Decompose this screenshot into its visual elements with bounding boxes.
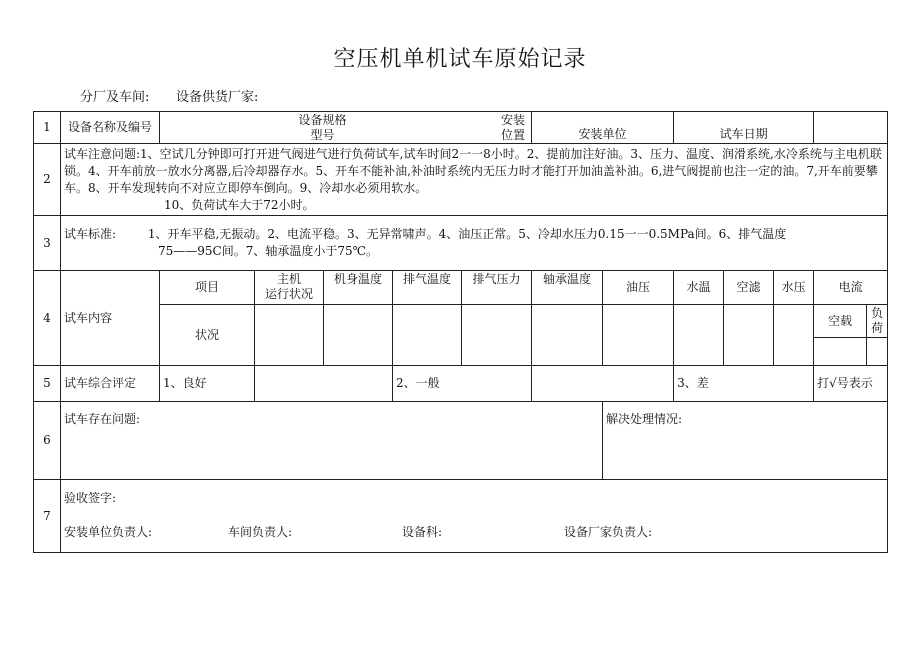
cell-good-mark[interactable] [255, 366, 393, 402]
notes-cell [61, 144, 888, 216]
col-main-line2: 运行状况 [264, 287, 313, 301]
workshop-person-label: 车间负责人: [228, 525, 293, 539]
notes-text: 1、空试几分钟即可打开进气阀进气进行负荷试车,试车时间2一一8小时。2、提前加注好油。3、压力、温度、润滑系统,水冷系统与主电机联锁。4、开车前放一放水分离器,后冷却器存水。5、开车不能补油,补油时系统内无压力时才能打开加油盖补油。6,进气阀提前也注一定的油。7,开车前要攀车。8、开车发现转向不对应立即停车倒向。9、冷却水必须用软水。 [64, 147, 882, 195]
mark-note: 打√号表示 [814, 366, 888, 402]
cell-no-load[interactable] [814, 338, 867, 366]
row-3 [34, 216, 888, 271]
row-1 [34, 112, 888, 144]
test-date-cell [674, 112, 814, 144]
row-7 [34, 480, 888, 553]
spec-label-2: 型号 [310, 127, 335, 142]
cell-exhaust-pressure[interactable] [462, 305, 532, 366]
cell-oil-pressure[interactable] [603, 305, 674, 366]
equip-dept-label: 设备科: [402, 525, 443, 539]
col-main-status [255, 271, 324, 305]
location-label-2: 位置 [501, 127, 526, 142]
row-4-header [34, 271, 888, 305]
spec-cell [160, 112, 532, 144]
option-poor[interactable]: 3、差 [674, 366, 814, 402]
col-oil-pressure: 油压 [603, 271, 674, 305]
problems-label: 试车存在问题: [64, 412, 141, 426]
standard-text-last: 75——95C间。7、轴承温度小于75℃。 [158, 244, 379, 258]
solution-label: 解决处理情况: [606, 412, 683, 426]
content-label: 试车内容 [61, 271, 160, 366]
option-normal[interactable]: 2、一般 [393, 366, 532, 402]
evaluation-label: 试车综合评定 [61, 366, 160, 402]
cell-body-temp[interactable] [324, 305, 393, 366]
standard-cell [61, 216, 888, 271]
record-table [33, 111, 888, 553]
cell-water-pressure[interactable] [774, 305, 814, 366]
row-number: 5 [34, 366, 61, 402]
row-4-status [34, 305, 888, 338]
col-body-temp: 机身温度 [324, 271, 393, 305]
col-exhaust-temp: 排气温度 [393, 271, 462, 305]
col-current: 电流 [814, 271, 888, 305]
notes-text-last: 10、负荷试车大于72小时。 [164, 198, 315, 212]
row-number: 3 [34, 216, 61, 271]
standard-label: 试车标准: [64, 227, 117, 241]
cell-normal-mark[interactable] [532, 366, 674, 402]
page-title: 空压机单机试车原始记录 [333, 47, 587, 72]
row-6 [34, 402, 888, 480]
install-person-label: 安装单位负责人: [64, 525, 153, 539]
col-load: 负荷 [867, 305, 888, 338]
cell-bearing-temp[interactable] [532, 305, 603, 366]
install-unit-cell [532, 112, 674, 144]
signature-cell [61, 480, 888, 553]
acceptance-label: 验收签字: [64, 491, 117, 505]
option-good[interactable]: 1、良好 [160, 366, 255, 402]
branch-workshop-label: 分厂及车间: [80, 90, 150, 105]
row-number: 2 [34, 144, 61, 216]
col-no-load: 空载 [814, 305, 867, 338]
standard-text: 1、开车平稳,无振动。2、电流平稳。3、无异常啸声。4、油压正常。5、冷却水压力0.15一一0.5MPa间。6、排气温度 [147, 227, 787, 241]
cell-exhaust-temp[interactable] [393, 305, 462, 366]
col-bearing-temp: 轴承温度 [532, 271, 603, 305]
row-number: 7 [34, 480, 61, 553]
row-number: 4 [34, 271, 61, 366]
row-5 [34, 366, 888, 402]
status-label: 状况 [160, 305, 255, 366]
col-exhaust-pressure: 排气压力 [462, 271, 532, 305]
cell-air-filter[interactable] [724, 305, 774, 366]
test-date-value[interactable] [814, 112, 888, 144]
location-label-1: 安装 [501, 112, 526, 127]
cell-load[interactable] [867, 338, 888, 366]
problems-cell[interactable] [61, 402, 603, 480]
test-date-label: 试车日期 [719, 127, 768, 141]
col-water-temp: 水温 [674, 271, 724, 305]
equip-name-cell [61, 112, 160, 144]
vendor-label: 设备供货厂家: [176, 90, 259, 105]
cell-main-status[interactable] [255, 305, 324, 366]
cell-water-temp[interactable] [674, 305, 724, 366]
equip-name-label: 设备名称及编号 [67, 120, 152, 134]
col-item: 项目 [160, 271, 255, 305]
row-number: 6 [34, 402, 61, 480]
row-2 [34, 144, 888, 216]
col-main-line1: 主机 [276, 272, 301, 286]
col-water-pressure: 水压 [774, 271, 814, 305]
solution-cell[interactable] [603, 402, 888, 480]
install-unit-label: 安装单位 [578, 127, 627, 141]
notes-label: 试车注意问题: [64, 147, 141, 161]
col-air-filter: 空滤 [724, 271, 774, 305]
row-number: 1 [34, 112, 61, 144]
vendor-person-label: 设备厂家负责人: [564, 525, 653, 539]
spec-label-1: 设备规格 [298, 112, 347, 127]
